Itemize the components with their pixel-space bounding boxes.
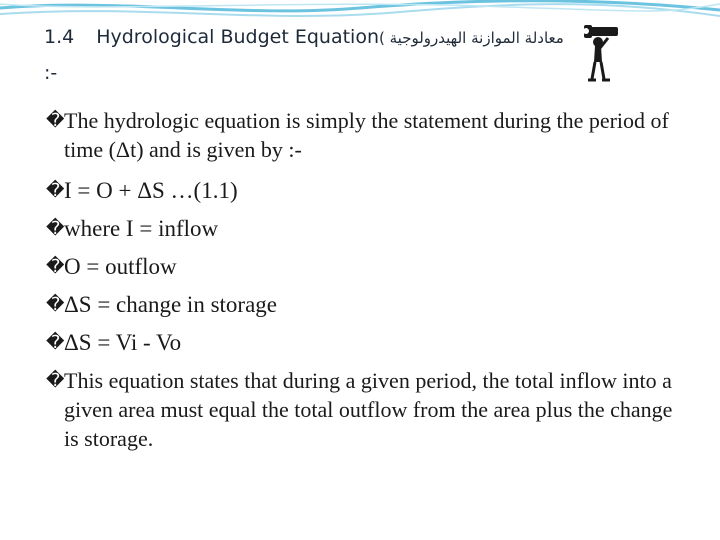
bullet-icon: �	[46, 218, 65, 239]
paragraph-text: This equation states that during a given period, the total inflow into a given area must equal the total outflow from the area plus the change is storage.	[64, 368, 673, 451]
bullet-icon: �	[46, 332, 65, 353]
definition-storage	[46, 286, 686, 324]
bullet-icon: �	[46, 110, 65, 131]
binoculars-figure-icon	[578, 22, 628, 84]
definition-text: ΔS = Vi - Vo	[64, 330, 182, 355]
arabic-subtitle: معادلة الموازنة الهيدرولوجية )	[379, 29, 564, 47]
bullet-icon: �	[46, 180, 65, 201]
title-suffix: :-	[44, 62, 58, 84]
title-text: Hydrological Budget Equation	[96, 26, 380, 48]
definition-outflow	[46, 248, 686, 286]
bullet-icon: �	[46, 294, 65, 315]
paragraph-intro	[46, 106, 686, 164]
equation-line	[46, 172, 686, 210]
paragraph-text: The hydrologic equation is simply the statement during the period of time (Δt) and is given by :-	[64, 108, 669, 162]
slide-title	[44, 26, 564, 48]
slide-body	[46, 106, 686, 453]
definition-inflow	[46, 210, 686, 248]
definition-text: O = outflow	[64, 254, 177, 279]
definition-text: where I = inflow	[64, 216, 219, 241]
bullet-icon: �	[46, 370, 65, 391]
paragraph-conclusion	[46, 366, 686, 453]
bullet-icon: �	[46, 256, 65, 277]
section-number: 1.4	[44, 26, 75, 48]
definition-text: ΔS = change in storage	[64, 292, 277, 317]
definition-storage-volume	[46, 324, 686, 362]
equation-text: I = O + ΔS …(1.1)	[64, 178, 238, 203]
